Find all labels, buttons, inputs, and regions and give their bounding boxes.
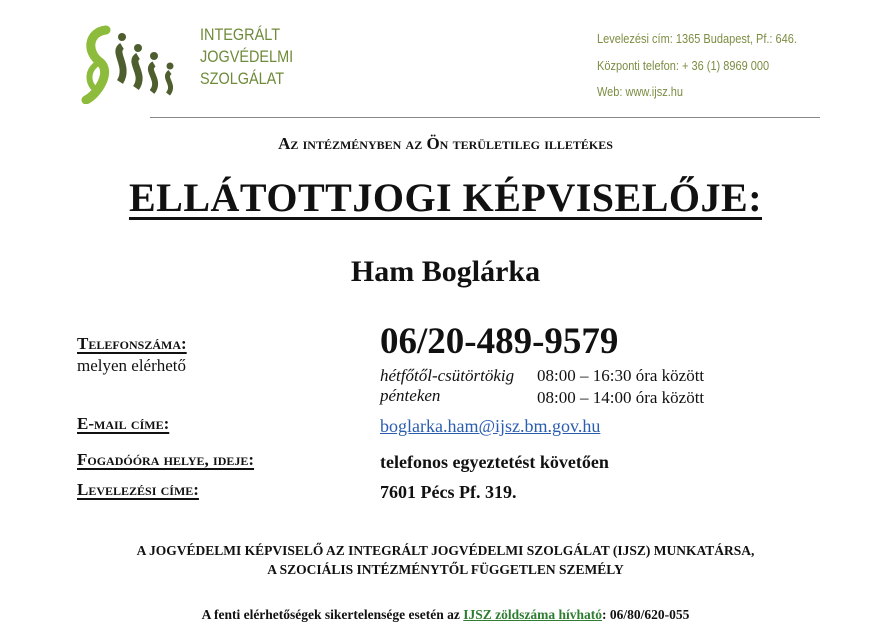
footer-line-2: A SZOCIÁLIS INTÉZMÉNYTŐL FÜGGETLEN SZEMÉLY	[267, 562, 624, 577]
note-prefix: A fenti elérhetőségek sikertelensége esetén az	[201, 607, 464, 622]
ijsz-logo	[78, 22, 188, 104]
footer-line-1: A JOGVÉDELMI KÉPVISELŐ AZ INTEGRÁLT JOGVÉDELMI SZOLGÁLAT (IJSZ) MUNKATÁRSA,	[136, 543, 755, 558]
office-hours-value: telefonos egyeztetést követően	[380, 452, 609, 472]
intro-text: Az intézményben az Ön területileg illetékes	[278, 134, 613, 153]
page-title	[0, 174, 891, 221]
representative-name: Ham Boglárka	[350, 255, 541, 288]
header-web: Web: www.ijsz.hu	[597, 85, 683, 99]
green-number-link[interactable]: IJSZ zöldszáma hívható	[463, 607, 603, 622]
email-link[interactable]: boglarka.ham@ijsz.bm.gov.hu	[380, 416, 601, 436]
phone-value: 06/20-489-9579	[380, 321, 619, 362]
hours-days: pénteken	[380, 386, 441, 405]
phone-label: Telefonszáma:	[77, 334, 187, 353]
hours-time: 08:00 – 16:30 óra között	[537, 366, 705, 385]
mail-value: 7601 Pécs Pf. 319.	[380, 482, 517, 502]
org-name	[200, 24, 293, 90]
mail-label: Levelezési címe:	[77, 480, 199, 499]
header-postal: Levelezési cím: 1365 Budapest, Pf.: 646.	[597, 32, 797, 46]
office-hours-label: Fogadóóra helye, ideje:	[77, 450, 255, 469]
footer-note	[0, 607, 891, 623]
email-label: E-mail címe:	[77, 414, 170, 433]
org-line: JOGVÉDELMI	[200, 47, 294, 66]
title-text: ELLÁTOTTJOGI KÉPVISELŐJE:	[128, 175, 763, 220]
note-suffix: : 06/80/620-055	[602, 607, 690, 622]
hours-days: hétfőtől-csütörtökig	[380, 366, 515, 385]
org-line: INTEGRÁLT	[200, 25, 281, 44]
header-divider	[150, 117, 820, 118]
header-phone: Központi telefon: + 36 (1) 8969 000	[597, 59, 770, 73]
hours-time: 08:00 – 14:00 óra között	[537, 388, 705, 407]
logo-icon	[78, 22, 188, 104]
reach-label: melyen elérhető	[77, 356, 187, 375]
org-line: SZOLGÁLAT	[200, 69, 285, 88]
